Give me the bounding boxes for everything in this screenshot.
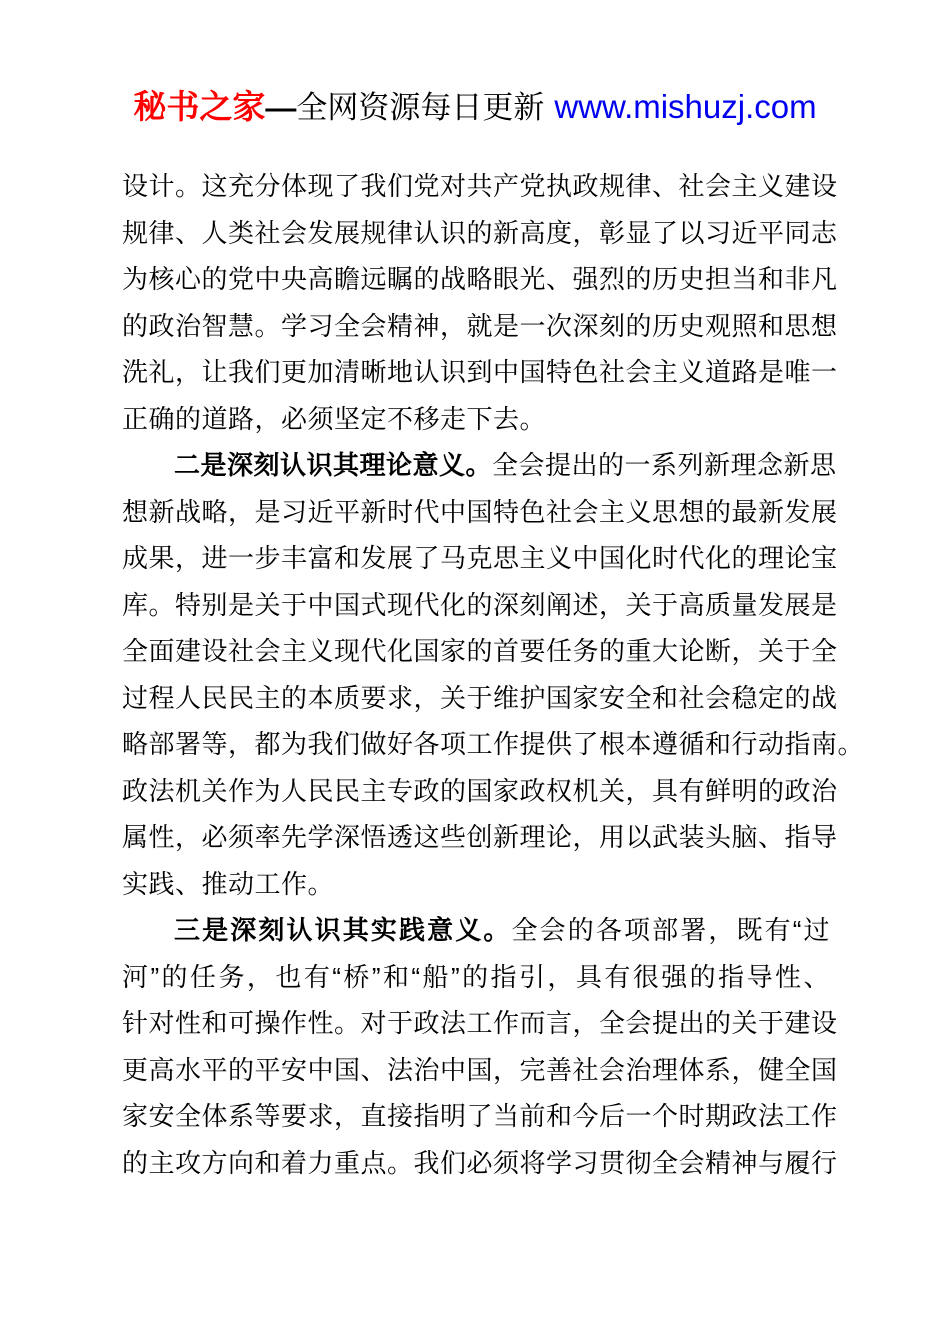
text-line bbox=[122, 442, 837, 489]
text-segment: 全会的各项部署，既有“过 bbox=[511, 915, 830, 945]
site-tagline: 全网资源每日更新 bbox=[296, 90, 545, 125]
text-line: 洗礼，让我们更加清晰地认识到中国特色社会主义道路是唯一 bbox=[122, 357, 838, 387]
text-line: 成果，进一步丰富和发展了马克思主义中国化时代化的理论宝 bbox=[122, 543, 838, 573]
text-line: 河”的任务，也有“桥”和“船”的指引，具有很强的指导性、 bbox=[122, 961, 830, 992]
paragraph-3 bbox=[122, 907, 838, 1186]
text-line: 实践、推动工作。 bbox=[122, 868, 335, 899]
text-line bbox=[122, 907, 830, 954]
text-line: 规律、人类社会发展规律认识的新高度，彰显了以习近平同志 bbox=[122, 217, 838, 248]
paragraph-lead: 三是深刻认识其实践意义。 bbox=[174, 915, 512, 945]
text-line: 针对性和可操作性。对于政法工作而言，全会提出的关于建设 bbox=[122, 1008, 838, 1038]
paragraph-1 bbox=[122, 163, 838, 442]
text-line: 正确的道路，必须坚定不移走下去。 bbox=[122, 403, 547, 434]
text-segment: 全会提出的一系列新理念新思 bbox=[492, 450, 837, 480]
text-line: 设计。这充分体现了我们党对共产党执政规律、社会主义建设 bbox=[122, 171, 838, 201]
dash-separator: — bbox=[265, 90, 297, 125]
text-line: 的政治智慧。学习全会精神，就是一次深刻的历史观照和思想 bbox=[122, 310, 838, 341]
site-name: 秘书之家 bbox=[133, 88, 266, 125]
paragraph-lead: 二是深刻认识其理论意义。 bbox=[174, 450, 493, 480]
text-line: 略部署等，都为我们做好各项工作提供了根本遵循和行动指南。 bbox=[122, 729, 865, 759]
text-line: 库。特别是关于中国式现代化的深刻阐述，关于高质量发展是 bbox=[122, 589, 838, 620]
paragraph-2 bbox=[122, 442, 865, 907]
page-header bbox=[0, 0, 950, 127]
document-body bbox=[122, 163, 865, 1186]
text-line: 为核心的党中央高瞻远瞩的战略眼光、强烈的历史担当和非凡 bbox=[122, 264, 838, 294]
text-line: 属性，必须率先学深悟透这些创新理论，用以武装头脑、指导 bbox=[122, 822, 838, 852]
text-line: 更高水平的平安中国、法治中国，完善社会治理体系，健全国 bbox=[122, 1054, 838, 1085]
text-line: 全面建设社会主义现代化国家的首要任务的重大论断，关于全 bbox=[122, 636, 838, 666]
text-line: 家安全体系等要求，直接指明了当前和今后一个时期政法工作 bbox=[122, 1101, 838, 1131]
text-line: 过程人民民主的本质要求，关于维护国家安全和社会稳定的战 bbox=[122, 682, 838, 713]
text-line: 政法机关作为人民民主专政的国家政权机关，具有鲜明的政治 bbox=[122, 775, 838, 806]
text-line: 想新战略，是习近平新时代中国特色社会主义思想的最新发展 bbox=[122, 496, 838, 527]
text-line: 的主攻方向和着力重点。我们必须将学习贯彻全会精神与履行 bbox=[122, 1147, 838, 1178]
site-url-link[interactable]: www.mishuzj.com bbox=[554, 88, 817, 125]
